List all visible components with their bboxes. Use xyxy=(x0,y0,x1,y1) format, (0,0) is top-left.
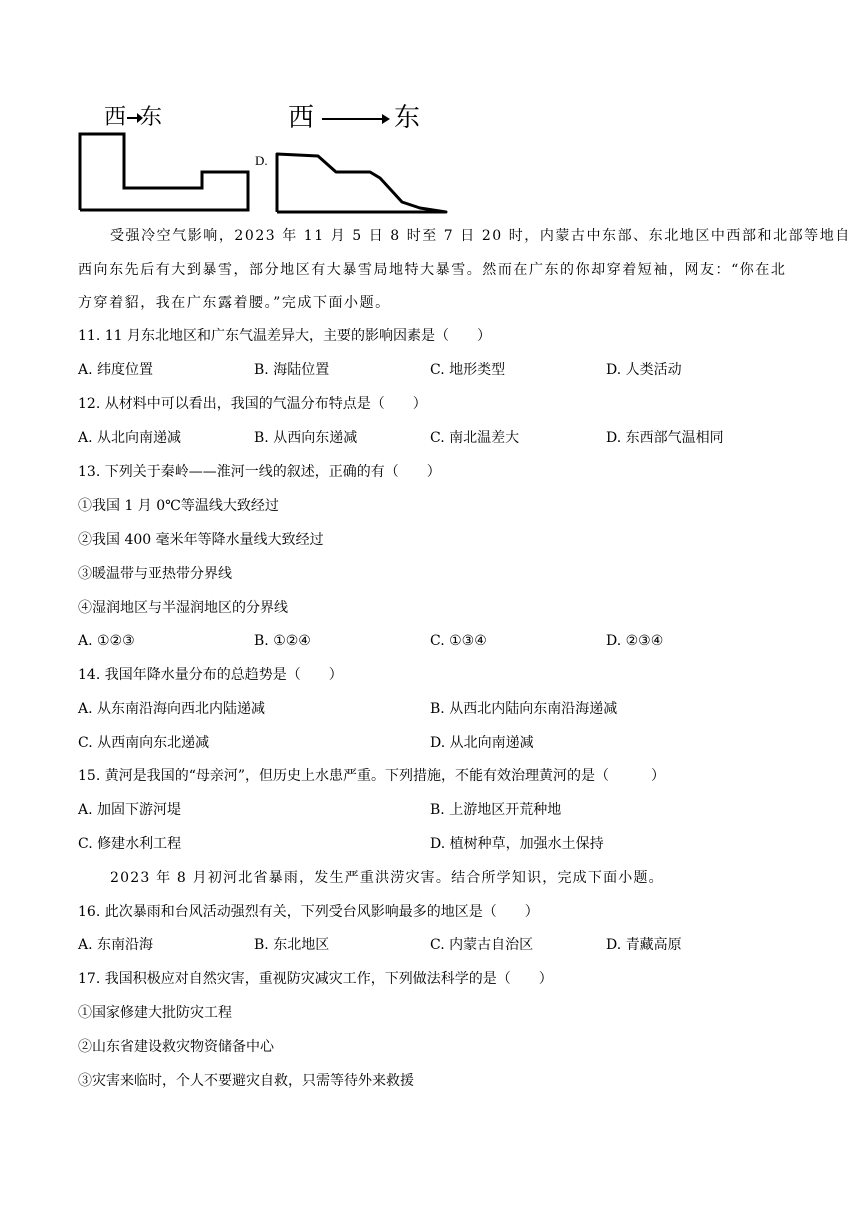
q14-option-c[interactable]: C. 从西南向东北递减 xyxy=(78,735,210,751)
passage-1-line-1: 受强冷空气影响，2023 年 11 月 5 日 8 时至 7 日 20 时，内蒙古中东部、东北地区中西部和北部等地自 xyxy=(110,228,851,244)
q17-statement-1: ①国家修建大批防灾工程 xyxy=(78,1005,232,1021)
east-label: 东 xyxy=(394,103,421,133)
q13-statement-1: ①我国 1 月 0℃等温线大致经过 xyxy=(78,498,279,514)
question-13-stem: 13. 下列关于秦岭——淮河一线的叙述，正确的有（ ） xyxy=(78,464,441,480)
west-label: 西 xyxy=(104,105,127,130)
q12-option-a[interactable]: A. 从北向南递减 xyxy=(78,430,182,446)
q13-statement-2: ②我国 400 毫米年等降水量线大致经过 xyxy=(78,532,324,548)
q13-statement-3: ③暖温带与亚热带分界线 xyxy=(78,566,232,582)
q17-statement-2: ②山东省建设救灾物资储备中心 xyxy=(78,1039,274,1055)
q14-option-d[interactable]: D. 从北向南递减 xyxy=(430,735,534,751)
question-12-stem: 12. 从材料中可以看出，我国的气温分布特点是（ ） xyxy=(78,396,427,412)
q13-option-b[interactable]: B. ①②④ xyxy=(254,633,311,649)
q11-option-b[interactable]: B. 海陆位置 xyxy=(254,362,330,378)
q11-option-d[interactable]: D. 人类活动 xyxy=(606,362,682,378)
q16-option-a[interactable]: A. 东南沿海 xyxy=(78,937,154,953)
q16-option-d[interactable]: D. 青藏高原 xyxy=(606,937,682,953)
q12-option-c[interactable]: C. 南北温差大 xyxy=(430,430,520,446)
q16-option-c[interactable]: C. 内蒙古自治区 xyxy=(430,937,534,953)
q13-option-d[interactable]: D. ②③④ xyxy=(606,633,664,649)
passage-1-line-3: 方穿着貂，我在广东露着腰。”完成下面小题。 xyxy=(78,295,391,311)
passage-1-line-2: 西向东先后有大到暴雪，部分地区有大暴雪局地特大暴雪。然而在广东的你却穿着短袖，网友：“你在北 xyxy=(78,262,787,278)
q14-option-b[interactable]: B. 从西北内陆向东南沿海递减 xyxy=(430,701,618,717)
question-14-stem: 14. 我国年降水量分布的总趋势是（ ） xyxy=(78,667,343,683)
terrain-profile-c xyxy=(78,130,252,214)
east-label: 东 xyxy=(140,105,163,130)
q15-option-b[interactable]: B. 上游地区开荒种地 xyxy=(430,802,562,818)
q17-statement-3: ③灾害来临时，个人不要避灾自救，只需等待外来救援 xyxy=(78,1073,414,1089)
question-11-stem: 11. 11 月东北地区和广东气温差异大，主要的影响因素是（ ） xyxy=(78,328,491,344)
arrow-icon xyxy=(127,117,139,119)
q15-option-a[interactable]: A. 加固下游河堤 xyxy=(78,802,182,818)
passage-2: 2023 年 8 月初河北省暴雨，发生严重洪涝灾害。结合所学知识，完成下面小题。 xyxy=(110,870,664,886)
q13-option-c[interactable]: C. ①③④ xyxy=(430,633,487,649)
question-17-stem: 17. 我国积极应对自然灾害，重视防灾减灾工作，下列做法科学的是（ ） xyxy=(78,971,553,987)
q12-option-d[interactable]: D. 东西部气温相同 xyxy=(606,430,724,446)
west-label: 西 xyxy=(288,103,315,133)
question-15-stem: 15. 黄河是我国的“母亲河”，但历史上水患严重。下列措施，不能有效治理黄河的是（ ） xyxy=(78,768,666,784)
q13-statement-4: ④湿润地区与半湿润地区的分界线 xyxy=(78,600,288,616)
option-d-label: D. xyxy=(255,153,268,168)
q13-option-a[interactable]: A. ①②③ xyxy=(78,633,135,649)
q14-option-a[interactable]: A. 从东南沿海向西北内陆递减 xyxy=(78,701,266,717)
q15-option-d[interactable]: D. 植树种草，加强水土保持 xyxy=(430,836,604,852)
q16-option-b[interactable]: B. 东北地区 xyxy=(254,937,330,953)
arrow-icon xyxy=(322,118,386,120)
q11-option-a[interactable]: A. 纬度位置 xyxy=(78,362,154,378)
figure-d-direction xyxy=(288,103,420,133)
q11-option-c[interactable]: C. 地形类型 xyxy=(430,362,506,378)
terrain-profile-d xyxy=(274,150,450,216)
figure-c-direction xyxy=(104,106,162,130)
question-16-stem: 16. 此次暴雨和台风活动强烈有关，下列受台风影响最多的地区是（ ） xyxy=(78,904,539,920)
q15-option-c[interactable]: C. 修建水利工程 xyxy=(78,836,182,852)
q12-option-b[interactable]: B. 从西向东递减 xyxy=(254,430,358,446)
